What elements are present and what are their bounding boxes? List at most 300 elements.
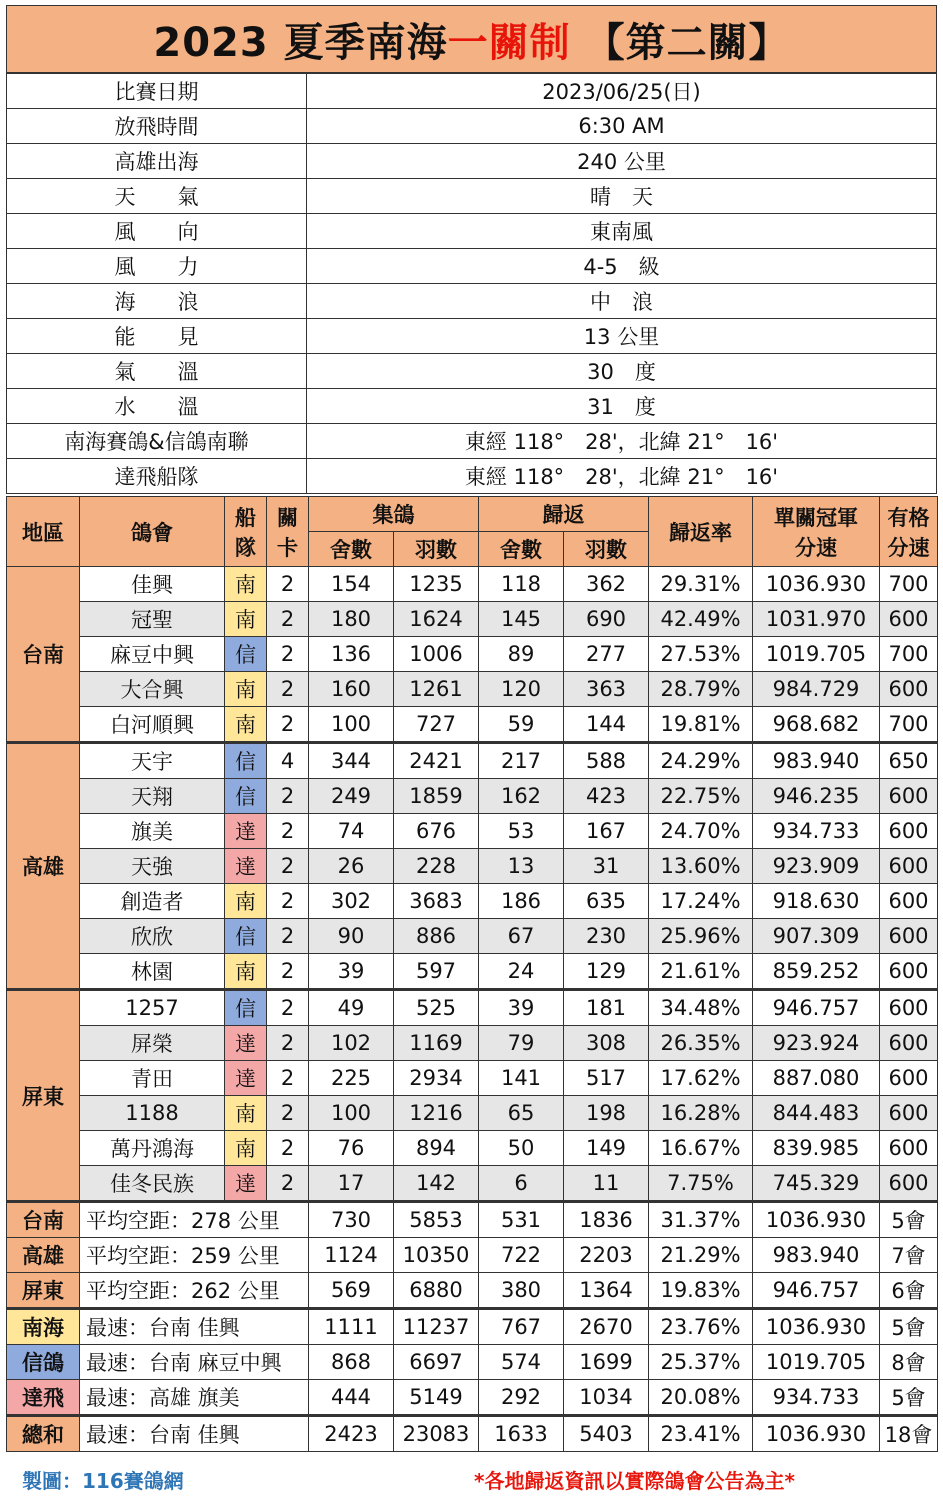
summary-collect-birds: 5853: [394, 1202, 479, 1238]
return-birds: 690: [564, 602, 649, 637]
table-row: [7, 919, 938, 954]
stage-count: 2: [267, 567, 309, 602]
collect-birds: 727: [394, 707, 479, 743]
return-birds: 149: [564, 1131, 649, 1166]
collect-houses: 49: [309, 990, 394, 1026]
summary-rate: 20.08%: [649, 1380, 753, 1416]
return-rate: 17.24%: [649, 884, 753, 919]
return-rate: 17.62%: [649, 1061, 753, 1096]
champion-speed: 1019.705: [753, 637, 880, 672]
header-rate: 歸返率: [649, 497, 753, 567]
table-row: [7, 743, 938, 779]
club-name: 欣欣: [80, 919, 225, 954]
collect-houses: 26: [309, 849, 394, 884]
summary-return-birds: 1034: [564, 1380, 649, 1416]
return-birds: 308: [564, 1026, 649, 1061]
collect-houses: 160: [309, 672, 394, 707]
return-houses: 89: [479, 637, 564, 672]
summary-return-birds: 1699: [564, 1345, 649, 1380]
summary-collect-houses: 444: [309, 1380, 394, 1416]
champion-speed: 887.080: [753, 1061, 880, 1096]
table-row: [7, 1061, 938, 1096]
champion-speed: 745.329: [753, 1166, 880, 1202]
header-speed-a: 單關冠軍: [774, 505, 858, 530]
collect-birds: 1216: [394, 1096, 479, 1131]
summary-return-birds: 2670: [564, 1309, 649, 1345]
summary-count: 5會: [880, 1309, 938, 1345]
club-name: 創造者: [80, 884, 225, 919]
champion-speed: 968.682: [753, 707, 880, 743]
collect-birds: 886: [394, 919, 479, 954]
boat-tag: 達: [225, 1061, 267, 1096]
info-label: 海 浪: [7, 284, 307, 319]
stage-count: 2: [267, 1131, 309, 1166]
boat-summary-row: [7, 1345, 938, 1380]
qualifying-speed: 700: [880, 637, 938, 672]
summary-collect-houses: 1124: [309, 1238, 394, 1273]
summary-count: 5會: [880, 1202, 938, 1238]
summary-speed: 1019.705: [753, 1345, 880, 1380]
return-houses: 141: [479, 1061, 564, 1096]
qualifying-speed: 600: [880, 672, 938, 707]
qualifying-speed: 600: [880, 814, 938, 849]
return-houses: 13: [479, 849, 564, 884]
qualifying-speed: 600: [880, 779, 938, 814]
info-value: 30 度: [307, 354, 937, 389]
return-rate: 28.79%: [649, 672, 753, 707]
summary-rate: 19.83%: [649, 1273, 753, 1309]
stage-count: 2: [267, 849, 309, 884]
header-return: 歸返: [479, 497, 649, 532]
collect-houses: 154: [309, 567, 394, 602]
return-houses: 79: [479, 1026, 564, 1061]
header-return-birds: 羽數: [564, 532, 649, 567]
table-row: [7, 707, 938, 743]
header-boat: [225, 497, 267, 567]
info-row: [7, 284, 937, 319]
summary-count: 8會: [880, 1345, 938, 1380]
summary-note: 最速：台南 麻豆中興: [80, 1345, 309, 1380]
table-row: [7, 884, 938, 919]
boat-tag: 達: [225, 1026, 267, 1061]
champion-speed: 946.235: [753, 779, 880, 814]
summary-speed: 1036.930: [753, 1202, 880, 1238]
table-row: [7, 567, 938, 602]
stage-count: 2: [267, 954, 309, 990]
page-title: [6, 5, 937, 73]
return-houses: 6: [479, 1166, 564, 1202]
summary-rate: 23.41%: [649, 1416, 753, 1452]
return-houses: 65: [479, 1096, 564, 1131]
club-name: 冠聖: [80, 602, 225, 637]
summary-rate: 21.29%: [649, 1238, 753, 1273]
return-houses: 145: [479, 602, 564, 637]
summary-collect-birds: 5149: [394, 1380, 479, 1416]
club-name: 大合興: [80, 672, 225, 707]
info-value: 2023/06/25(日): [307, 74, 937, 109]
table-row: [7, 672, 938, 707]
qualifying-speed: 600: [880, 954, 938, 990]
summary-collect-houses: 1111: [309, 1309, 394, 1345]
stage-count: 2: [267, 884, 309, 919]
collect-birds: 1624: [394, 602, 479, 637]
champion-speed: 844.483: [753, 1096, 880, 1131]
return-birds: 277: [564, 637, 649, 672]
return-houses: 118: [479, 567, 564, 602]
return-rate: 25.96%: [649, 919, 753, 954]
boat-tag: 信: [225, 779, 267, 814]
summary-rate: 25.37%: [649, 1345, 753, 1380]
boat-tag: 信: [225, 990, 267, 1026]
info-value: 晴 天: [307, 179, 937, 214]
footer-credit: 製圖：116賽鴿網: [22, 1469, 184, 1493]
club-name: 林園: [80, 954, 225, 990]
info-value: 13 公里: [307, 319, 937, 354]
qualifying-speed: 600: [880, 1061, 938, 1096]
club-name: 旗美: [80, 814, 225, 849]
summary-count: 6會: [880, 1273, 938, 1309]
header-collect-houses: 舍數: [309, 532, 394, 567]
table-row: [7, 814, 938, 849]
total-row: [7, 1416, 938, 1452]
table-row: [7, 1026, 938, 1061]
summary-note: 平均空距：262 公里: [80, 1273, 309, 1309]
return-birds: 31: [564, 849, 649, 884]
header-collect: 集鴿: [309, 497, 479, 532]
summary-collect-houses: 868: [309, 1345, 394, 1380]
summary-name: 屏東: [7, 1273, 80, 1309]
header-club: 鴿會: [80, 497, 225, 567]
champion-speed: 946.757: [753, 990, 880, 1026]
qualifying-speed: 600: [880, 990, 938, 1026]
collect-birds: 894: [394, 1131, 479, 1166]
info-row: [7, 424, 937, 459]
info-row: [7, 179, 937, 214]
stage-count: 2: [267, 1061, 309, 1096]
boat-tag: 信: [225, 743, 267, 779]
title-part2: 一關制: [447, 19, 571, 66]
qualifying-speed: 600: [880, 602, 938, 637]
summary-return-houses: 380: [479, 1273, 564, 1309]
header-qual: [880, 497, 938, 567]
qualifying-speed: 600: [880, 849, 938, 884]
boat-tag: 達: [225, 849, 267, 884]
return-rate: 29.31%: [649, 567, 753, 602]
summary-count: 7會: [880, 1238, 938, 1273]
champion-speed: 907.309: [753, 919, 880, 954]
qualifying-speed: 700: [880, 707, 938, 743]
collect-houses: 39: [309, 954, 394, 990]
champion-speed: 984.729: [753, 672, 880, 707]
return-houses: 59: [479, 707, 564, 743]
return-houses: 24: [479, 954, 564, 990]
header-return-houses: 舍數: [479, 532, 564, 567]
header-stage-a: 關: [277, 505, 298, 530]
footer-note: *各地歸返資訊以實際鴿會公告為主*: [474, 1469, 795, 1493]
info-label: 達飛船隊: [7, 459, 307, 494]
return-birds: 423: [564, 779, 649, 814]
collect-houses: 344: [309, 743, 394, 779]
collect-houses: 302: [309, 884, 394, 919]
summary-name: 信鴿: [7, 1345, 80, 1380]
return-rate: 24.70%: [649, 814, 753, 849]
stage-count: 2: [267, 672, 309, 707]
table-row: [7, 602, 938, 637]
stage-count: 2: [267, 637, 309, 672]
return-houses: 120: [479, 672, 564, 707]
stage-count: 2: [267, 1026, 309, 1061]
summary-collect-houses: 730: [309, 1202, 394, 1238]
qualifying-speed: 600: [880, 1166, 938, 1202]
boat-tag: 南: [225, 884, 267, 919]
qualifying-speed: 600: [880, 1026, 938, 1061]
club-name: 麻豆中興: [80, 637, 225, 672]
info-value: 240 公里: [307, 144, 937, 179]
return-rate: 16.67%: [649, 1131, 753, 1166]
return-birds: 517: [564, 1061, 649, 1096]
champion-speed: 839.985: [753, 1131, 880, 1166]
champion-speed: 983.940: [753, 743, 880, 779]
summary-return-birds: 1836: [564, 1202, 649, 1238]
info-label: 比賽日期: [7, 74, 307, 109]
return-birds: 167: [564, 814, 649, 849]
summary-collect-birds: 6880: [394, 1273, 479, 1309]
champion-speed: 918.630: [753, 884, 880, 919]
table-row: [7, 954, 938, 990]
return-rate: 34.48%: [649, 990, 753, 1026]
header-qual-b: 分速: [887, 535, 930, 560]
info-row: [7, 459, 937, 494]
summary-return-houses: 1633: [479, 1416, 564, 1452]
club-name: 天宇: [80, 743, 225, 779]
return-birds: 11: [564, 1166, 649, 1202]
champion-speed: 934.733: [753, 814, 880, 849]
qualifying-speed: 650: [880, 743, 938, 779]
boat-summary-row: [7, 1380, 938, 1416]
region-summary-row: [7, 1273, 938, 1309]
info-label: 水 溫: [7, 389, 307, 424]
header-region: 地區: [7, 497, 80, 567]
summary-rate: 23.76%: [649, 1309, 753, 1345]
info-row: [7, 249, 937, 284]
return-rate: 22.75%: [649, 779, 753, 814]
collect-houses: 76: [309, 1131, 394, 1166]
info-row: [7, 214, 937, 249]
return-birds: 198: [564, 1096, 649, 1131]
qualifying-speed: 600: [880, 919, 938, 954]
summary-return-houses: 531: [479, 1202, 564, 1238]
header-boat-a: 船: [235, 505, 256, 530]
qualifying-speed: 600: [880, 884, 938, 919]
return-rate: 13.60%: [649, 849, 753, 884]
summary-return-birds: 2203: [564, 1238, 649, 1273]
collect-birds: 2934: [394, 1061, 479, 1096]
collect-birds: 525: [394, 990, 479, 1026]
return-houses: 217: [479, 743, 564, 779]
table-row: [7, 849, 938, 884]
return-rate: 7.75%: [649, 1166, 753, 1202]
collect-birds: 1006: [394, 637, 479, 672]
collect-houses: 100: [309, 1096, 394, 1131]
champion-speed: 1036.930: [753, 567, 880, 602]
summary-name: 達飛: [7, 1380, 80, 1416]
header-stage-b: 卡: [277, 535, 298, 560]
collect-birds: 142: [394, 1166, 479, 1202]
boat-tag: 南: [225, 567, 267, 602]
collect-birds: 3683: [394, 884, 479, 919]
info-row: [7, 144, 937, 179]
info-row: [7, 319, 937, 354]
return-birds: 635: [564, 884, 649, 919]
return-rate: 26.35%: [649, 1026, 753, 1061]
info-label: 風 向: [7, 214, 307, 249]
info-label: 風 力: [7, 249, 307, 284]
club-name: 天翔: [80, 779, 225, 814]
summary-count: 18會: [880, 1416, 938, 1452]
info-row: [7, 109, 937, 144]
info-value: 東經 118° 28'，北緯 21° 16': [307, 424, 937, 459]
return-rate: 24.29%: [649, 743, 753, 779]
summary-return-houses: 574: [479, 1345, 564, 1380]
title-part1: 2023 夏季南海: [153, 19, 448, 66]
collect-houses: 180: [309, 602, 394, 637]
info-row: [7, 389, 937, 424]
header-speed-b: 分速: [795, 535, 837, 560]
collect-houses: 17: [309, 1166, 394, 1202]
info-label: 放飛時間: [7, 109, 307, 144]
info-row: [7, 354, 937, 389]
return-houses: 186: [479, 884, 564, 919]
summary-name: 台南: [7, 1202, 80, 1238]
stage-count: 2: [267, 990, 309, 1026]
summary-note: 最速：高雄 旗美: [80, 1380, 309, 1416]
collect-houses: 102: [309, 1026, 394, 1061]
boat-tag: 信: [225, 637, 267, 672]
summary-return-houses: 767: [479, 1309, 564, 1345]
return-rate: 27.53%: [649, 637, 753, 672]
header-speed: [753, 497, 880, 567]
club-name: 萬丹鴻海: [80, 1131, 225, 1166]
collect-houses: 90: [309, 919, 394, 954]
info-row: [7, 74, 937, 109]
info-value: 東經 118° 28'，北緯 21° 16': [307, 459, 937, 494]
info-label: 天 氣: [7, 179, 307, 214]
club-name: 白河順興: [80, 707, 225, 743]
header-stage: [267, 497, 309, 567]
summary-collect-birds: 6697: [394, 1345, 479, 1380]
club-name: 天強: [80, 849, 225, 884]
collect-houses: 225: [309, 1061, 394, 1096]
collect-birds: 2421: [394, 743, 479, 779]
champion-speed: 923.924: [753, 1026, 880, 1061]
boat-tag: 達: [225, 1166, 267, 1202]
race-info-table: [6, 73, 937, 494]
info-label: 氣 溫: [7, 354, 307, 389]
club-name: 1188: [80, 1096, 225, 1131]
club-name: 佳冬民族: [80, 1166, 225, 1202]
return-birds: 588: [564, 743, 649, 779]
info-value: 中 浪: [307, 284, 937, 319]
collect-birds: 1169: [394, 1026, 479, 1061]
club-name: 青田: [80, 1061, 225, 1096]
region-summary-row: [7, 1238, 938, 1273]
collect-birds: 1261: [394, 672, 479, 707]
collect-houses: 136: [309, 637, 394, 672]
collect-houses: 100: [309, 707, 394, 743]
collect-birds: 1859: [394, 779, 479, 814]
qualifying-speed: 700: [880, 567, 938, 602]
stage-count: 2: [267, 1166, 309, 1202]
summary-count: 5會: [880, 1380, 938, 1416]
boat-tag: 信: [225, 919, 267, 954]
champion-speed: 859.252: [753, 954, 880, 990]
champion-speed: 1031.970: [753, 602, 880, 637]
return-houses: 53: [479, 814, 564, 849]
boat-tag: 南: [225, 707, 267, 743]
table-row: [7, 1096, 938, 1131]
summary-speed: 946.757: [753, 1273, 880, 1309]
summary-collect-birds: 10350: [394, 1238, 479, 1273]
stage-count: 2: [267, 602, 309, 637]
table-row: [7, 779, 938, 814]
boat-summary-row: [7, 1309, 938, 1345]
region-label: 台南: [7, 567, 80, 743]
collect-birds: 228: [394, 849, 479, 884]
summary-speed: 1036.930: [753, 1416, 880, 1452]
region-summary-row: [7, 1202, 938, 1238]
return-houses: 162: [479, 779, 564, 814]
return-birds: 230: [564, 919, 649, 954]
title-part3: 【第二關】: [584, 19, 790, 66]
collect-birds: 676: [394, 814, 479, 849]
region-label: 高雄: [7, 743, 80, 990]
info-value: 東南風: [307, 214, 937, 249]
club-name: 1257: [80, 990, 225, 1026]
stage-count: 4: [267, 743, 309, 779]
header-row-1: [7, 497, 938, 532]
header-collect-birds: 羽數: [394, 532, 479, 567]
info-value: 4-5 級: [307, 249, 937, 284]
return-houses: 39: [479, 990, 564, 1026]
summary-return-birds: 5403: [564, 1416, 649, 1452]
collect-houses: 249: [309, 779, 394, 814]
info-label: 南海賽鴿&信鴿南聯: [7, 424, 307, 459]
stage-count: 2: [267, 779, 309, 814]
info-label: 能 見: [7, 319, 307, 354]
club-name: 佳興: [80, 567, 225, 602]
return-rate: 19.81%: [649, 707, 753, 743]
region-label: 屏東: [7, 990, 80, 1202]
boat-tag: 達: [225, 814, 267, 849]
qualifying-speed: 600: [880, 1096, 938, 1131]
summary-note: 平均空距：278 公里: [80, 1202, 309, 1238]
return-houses: 67: [479, 919, 564, 954]
summary-return-birds: 1364: [564, 1273, 649, 1309]
summary-name: 總和: [7, 1416, 80, 1452]
summary-name: 高雄: [7, 1238, 80, 1273]
stage-count: 2: [267, 1096, 309, 1131]
summary-collect-houses: 569: [309, 1273, 394, 1309]
boat-tag: 南: [225, 1096, 267, 1131]
stage-count: 2: [267, 707, 309, 743]
summary-return-houses: 722: [479, 1238, 564, 1273]
return-birds: 129: [564, 954, 649, 990]
table-row: [7, 1166, 938, 1202]
stage-count: 2: [267, 919, 309, 954]
return-birds: 363: [564, 672, 649, 707]
summary-return-houses: 292: [479, 1380, 564, 1416]
boat-tag: 南: [225, 954, 267, 990]
